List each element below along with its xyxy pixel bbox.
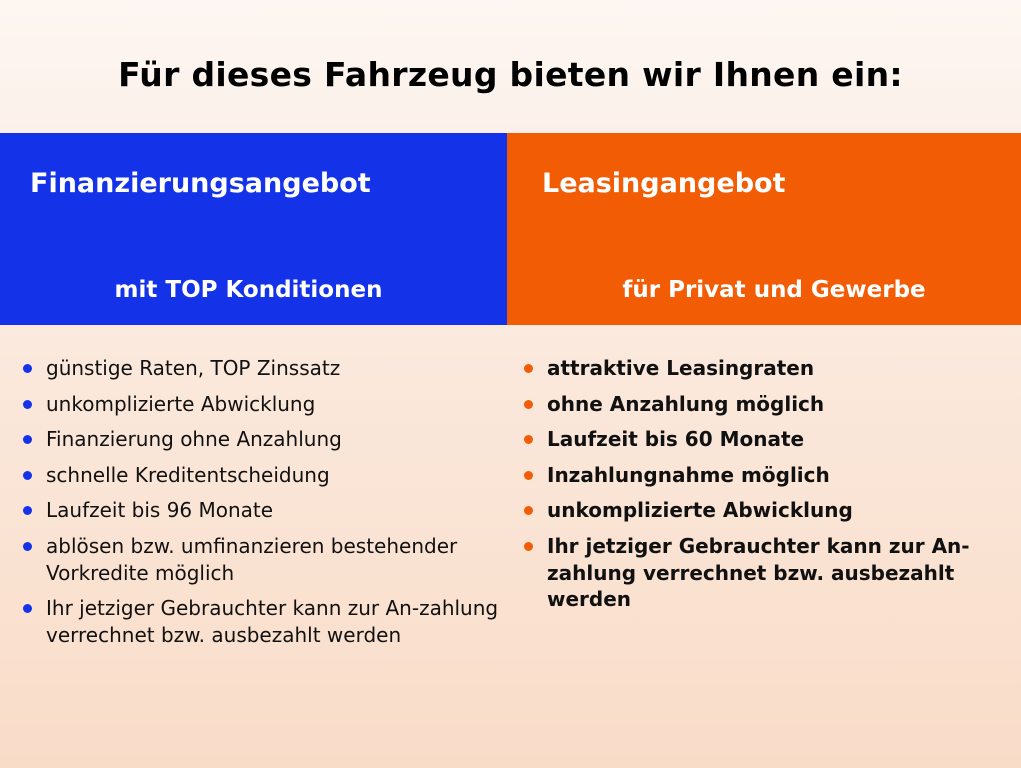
finance-banner	[0, 133, 507, 325]
list-item-label: ablösen bzw. umfinanzieren bestehender Vorkredite möglich	[46, 533, 458, 585]
list-item	[18, 391, 507, 418]
bullet-dot-icon	[23, 435, 32, 444]
leasing-bullet-list	[519, 355, 1021, 613]
list-item-label: Ihr jetziger Gebrauchter kann zur An-zahlung verrechnet bzw. ausbezahlt werden	[46, 596, 499, 647]
bullet-dot-icon	[23, 604, 32, 613]
bullet-dot-icon	[23, 364, 32, 373]
bullet-dot-icon	[23, 542, 32, 551]
list-item-label: günstige Raten, TOP Zinssatz	[46, 356, 341, 380]
leasing-heading: Leasingangebot	[542, 168, 786, 199]
bullet-dot-icon	[524, 506, 533, 515]
list-item	[519, 426, 1021, 453]
list-item	[519, 533, 1021, 613]
list-item-label: Laufzeit bis 60 Monate	[547, 427, 805, 452]
list-item	[18, 595, 507, 648]
list-item-label: Finanzierung ohne Anzahlung	[46, 427, 342, 452]
finance-bullet-list	[18, 355, 507, 648]
offer-banner	[0, 133, 1021, 325]
bullet-dot-icon	[23, 471, 32, 480]
leasing-subheading: für Privat und Gewerbe	[622, 277, 926, 303]
list-item	[519, 462, 1021, 489]
finance-heading: Finanzierungsangebot	[30, 168, 371, 199]
list-item	[519, 355, 1021, 382]
offer-details	[0, 355, 1021, 657]
finance-subheading: mit TOP Konditionen	[114, 277, 383, 303]
bullet-dot-icon	[524, 542, 533, 551]
bullet-dot-icon	[524, 400, 533, 409]
list-item	[18, 497, 507, 524]
page-title: Für dieses Fahrzeug bieten wir Ihnen ein:	[118, 55, 903, 94]
bullet-dot-icon	[524, 364, 533, 373]
list-item-label: attraktive Leasingraten	[547, 356, 815, 380]
bullet-dot-icon	[524, 435, 533, 444]
list-item	[18, 355, 507, 382]
list-item	[18, 426, 507, 453]
list-item	[18, 533, 507, 586]
list-item-label: unkomplizierte Abwicklung	[46, 391, 316, 416]
leasing-column	[507, 355, 1021, 657]
list-item	[18, 462, 507, 489]
bullet-dot-icon	[23, 400, 32, 409]
list-item-label: schnelle Kreditentscheidung	[46, 462, 330, 487]
list-item-label: Inzahlungnahme möglich	[547, 462, 830, 487]
list-item-label: ohne Anzahlung möglich	[547, 391, 825, 416]
list-item	[519, 391, 1021, 418]
finance-column	[0, 355, 507, 657]
list-item-label: Ihr jetziger Gebrauchter kann zur An-zahlung verrechnet bzw. ausbezahlt werden	[547, 533, 970, 612]
bullet-dot-icon	[524, 471, 533, 480]
list-item	[519, 497, 1021, 524]
list-item-label: Laufzeit bis 96 Monate	[46, 498, 274, 523]
list-item-label: unkomplizierte Abwicklung	[547, 498, 853, 523]
leasing-banner	[507, 133, 1021, 325]
bullet-dot-icon	[23, 506, 32, 515]
